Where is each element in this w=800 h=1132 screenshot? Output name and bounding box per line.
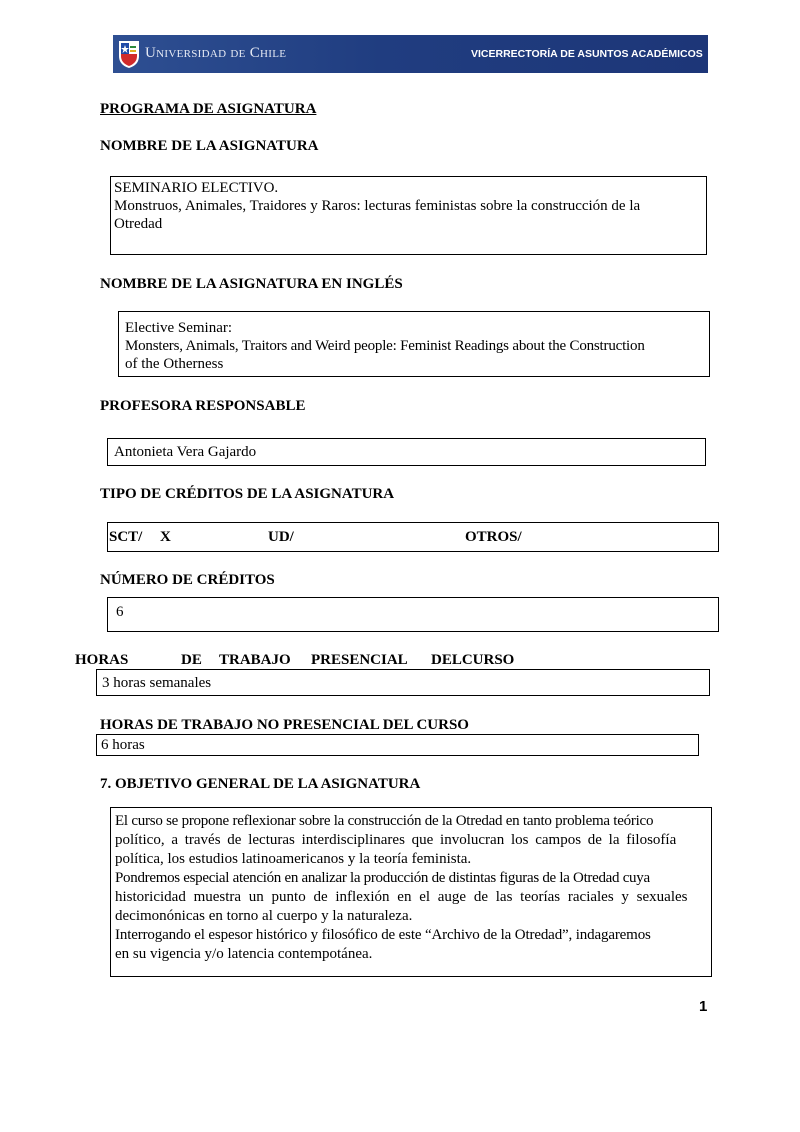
objective-line: en su vigencia y/o latencia contempotánea. (115, 946, 373, 962)
university-crest-icon (118, 39, 140, 69)
course-name-en-box (118, 311, 710, 377)
vicerrectoria-name: VICERRECTORÍA DE ASUNTOS ACADÉMICOS (471, 48, 703, 60)
professor-value: Antonieta Vera Gajardo (114, 444, 257, 460)
presential-hours-box (96, 669, 710, 696)
presential-heading-word: TRABAJO (219, 652, 291, 668)
program-title: PROGRAMA DE ASIGNATURA (100, 101, 317, 117)
objective-heading: 7. OBJETIVO GENERAL DE LA ASIGNATURA (100, 776, 421, 792)
credits-value: 6 (116, 604, 124, 620)
presential-heading-word: DELCURSO (431, 652, 515, 668)
presential-heading-word: PRESENCIAL (311, 652, 408, 668)
sct-mark: X (160, 529, 171, 545)
objective-line: Pondremos especial atención en analizar la producción de distintas figuras de la Otredad cuya (115, 870, 650, 886)
course-name-en-line: Elective Seminar: (125, 320, 233, 336)
sct-label: SCT/ (109, 529, 143, 545)
course-name-en-line: of the Otherness (125, 356, 224, 372)
course-name-line: Monstruos, Animales, Traidores y Raros: lecturas feministas sobre la construcción de la (114, 198, 641, 214)
header-banner (113, 35, 708, 73)
professor-heading: PROFESORA RESPONSABLE (100, 398, 306, 414)
objective-line: política, los estudios latinoamericanos y la teoría feminista. (115, 851, 472, 867)
course-name-heading: NOMBRE DE LA ASIGNATURA (100, 138, 319, 154)
objective-line: decimonónicas en torno al cuerpo y la naturaleza. (115, 908, 413, 924)
course-name-line: Otredad (114, 216, 163, 232)
non-presential-hours-box (96, 734, 699, 756)
university-name: Universidad de Chile (145, 45, 287, 61)
professor-box (107, 438, 706, 466)
course-name-en-heading: NOMBRE DE LA ASIGNATURA EN INGLÉS (100, 276, 403, 292)
objective-line: político, a través de lecturas interdisciplinares que involucran los campos de la filosofía (115, 832, 677, 848)
credit-type-box (107, 522, 719, 552)
page-number: 1 (699, 998, 708, 1015)
ud-label: UD/ (268, 529, 294, 545)
course-name-line: SEMINARIO ELECTIVO. (114, 180, 279, 196)
credit-type-heading: TIPO DE CRÉDITOS DE LA ASIGNATURA (100, 486, 395, 502)
non-presential-hours-heading: HORAS DE TRABAJO NO PRESENCIAL DEL CURSO (100, 717, 469, 733)
presential-hours-value: 3 horas semanales (102, 675, 212, 691)
non-presential-hours-value: 6 horas (101, 737, 145, 753)
presential-heading-word: DE (181, 652, 202, 668)
credits-box (107, 597, 719, 632)
presential-heading-word: HORAS (75, 652, 129, 668)
objective-box (110, 807, 712, 977)
course-name-en-line: Monsters, Animals, Traitors and Weird people: Feminist Readings about the Construction (125, 338, 645, 354)
objective-line: historicidad muestra un punto de inflexión en el auge de las teorías raciales y sexuales (115, 889, 688, 905)
otros-label: OTROS/ (465, 529, 522, 545)
objective-line: Interrogando el espesor histórico y filosófico de este “Archivo de la Otredad”, indagaremos (115, 927, 651, 943)
course-name-box (110, 176, 707, 255)
objective-line: El curso se propone reflexionar sobre la construcción de la Otredad en tanto problema teórico (115, 813, 654, 829)
credits-heading: NÚMERO DE CRÉDITOS (100, 572, 275, 588)
